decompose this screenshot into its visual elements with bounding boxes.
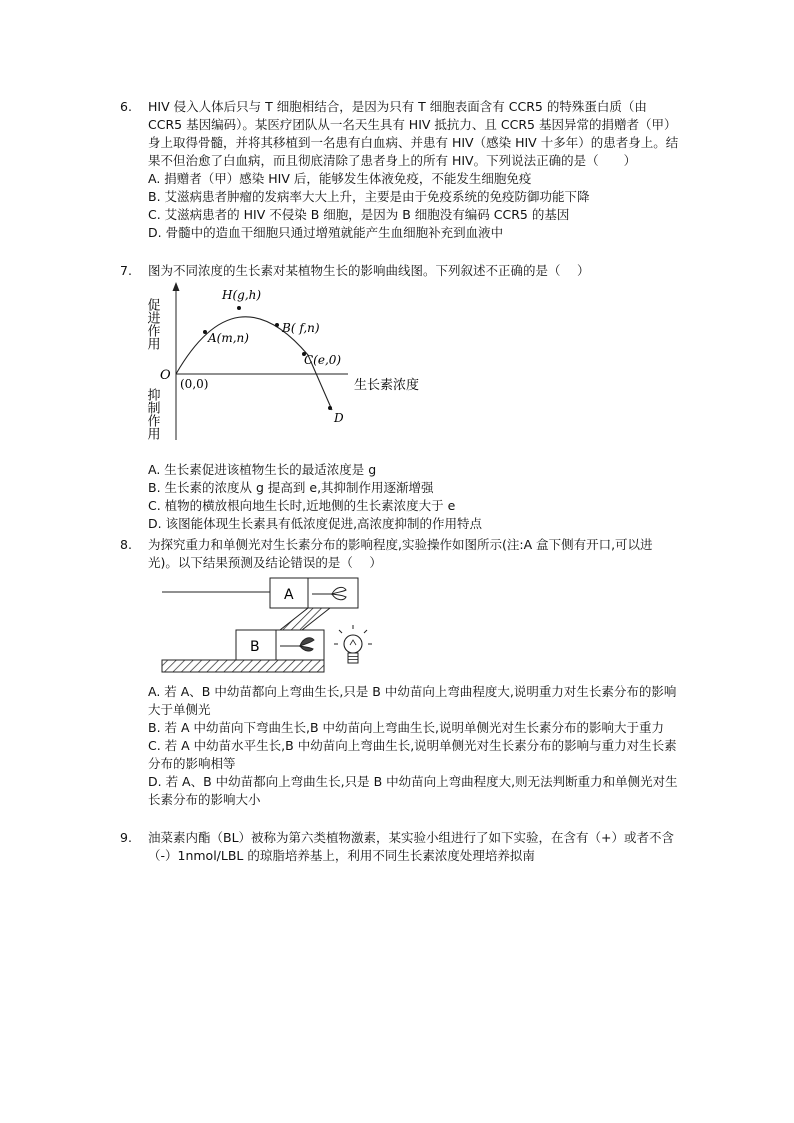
origin-label: O <box>160 368 171 383</box>
y-label-down: 抑制作用 <box>144 388 160 440</box>
question-9 <box>120 829 680 865</box>
option-c: C. 若 A 中幼苗水平生长,B 中幼苗向上弯曲生长,说明单侧光对生长素分布的影响与重力对生长素分布的影响相等 <box>148 738 677 771</box>
gravity-light-figure <box>160 574 390 680</box>
option-c: C. 植物的横放根向地生长时,近地侧的生长素浓度大于 e <box>148 498 456 513</box>
option-d: D. 若 A、B 中幼苗都向上弯曲生长,只是 B 中幼苗向上弯曲程度大,则无法判断重力和单侧光对生长素分布的影响大小 <box>148 774 678 807</box>
question-stem: 图为不同浓度的生长素对某植物生长的影响曲线图。下列叙述不正确的是（ ） <box>148 263 590 278</box>
question-8 <box>120 536 680 572</box>
question-number: 7. <box>120 263 132 278</box>
point-d <box>328 406 332 410</box>
x-axis-label: 生长素浓度 <box>354 378 420 393</box>
point-h <box>237 306 241 310</box>
option-a: A. 若 A、B 中幼苗都向上弯曲生长,只是 B 中幼苗向上弯曲程度大,说明重力对生长素分布的影响大于单侧光 <box>148 684 677 717</box>
y-label-up: 促进作用 <box>144 298 160 350</box>
auxin-curve-figure <box>144 280 448 460</box>
point-a <box>203 330 207 334</box>
question-number: 8. <box>120 537 132 552</box>
connecting-rod <box>280 608 330 630</box>
label-point-c: C(e,0) <box>304 353 342 367</box>
label-point-h: H(g,h) <box>222 288 262 302</box>
point-b <box>275 323 279 327</box>
question-stem: HIV 侵入人体后只与 T 细胞相结合，是因为只有 T 细胞表面含有 CCR5 的特殊蛋白质（由 CCR5 基因编码）。某医疗团队从一名天生具有 HIV 抵抗力、且 CCR5 基因异常的捐赠者（甲）身上取得骨髓，并将其移植到一名患有白血病、并患有 HIV（感染 HIV 十多年）的患者身上。结果不但治愈了白血病，而且彻底清除了患者身上的所有 HIV。下列说法正确的是（ ） <box>148 99 679 168</box>
option-b: B. 艾滋病患者肿瘤的发病率大大上升，主要是由于免疫系统的免疫防御功能下降 <box>148 189 590 204</box>
option-b: B. 若 A 中幼苗向下弯曲生长,B 中幼苗向上弯曲生长,说明单侧光对生长素分布的影响大于重力 <box>148 720 665 735</box>
box-b-label: B <box>250 639 260 655</box>
question-8-options <box>120 683 680 809</box>
question-stem: 油菜素内酯（BL）被称为第六类植物激素，某实验小组进行了如下实验，在含有（+）或者不含（-）1nmol/LBL 的琼脂培养基上，利用不同生长素浓度处理培养拟南 <box>148 830 675 863</box>
question-7 <box>120 262 680 280</box>
label-point-b: B( f,n) <box>282 321 320 335</box>
question-number: 6. <box>120 99 132 114</box>
ground <box>162 660 324 672</box>
option-c: C. 艾滋病患者的 HIV 不侵染 B 细胞，是因为 B 细胞没有编码 CCR5 的基因 <box>148 207 570 222</box>
option-a: A. 生长素促进该植物生长的最适浓度是 g <box>148 462 377 477</box>
option-a: A. 捐赠者（甲）感染 HIV 后，能够发生体液免疫，不能发生细胞免疫 <box>148 171 532 186</box>
option-d: D. 该图能体现生长素具有低浓度促进,高浓度抑制的作用特点 <box>148 516 483 531</box>
question-number: 9. <box>120 830 132 845</box>
question-6 <box>120 98 680 242</box>
question-7-options <box>120 461 680 533</box>
label-point-d: D <box>334 411 344 425</box>
label-point-a: A(m,n) <box>208 331 249 345</box>
light-bulb-icon <box>334 625 372 663</box>
y-axis-arrow <box>173 282 180 291</box>
origin-coord: (0,0) <box>180 377 209 391</box>
option-d: D. 骨髓中的造血干细胞只通过增殖就能产生血细胞补充到血液中 <box>148 225 504 240</box>
box-a-label: A <box>284 587 294 603</box>
option-b: B. 生长素的浓度从 g 提高到 e,其抑制作用逐渐增强 <box>148 480 434 495</box>
question-stem: 为探究重力和单侧光对生长素分布的影响程度,实验操作如图所示(注:A 盒下侧有开口,可以进光)。以下结果预测及结论错误的是（ ） <box>148 537 653 570</box>
